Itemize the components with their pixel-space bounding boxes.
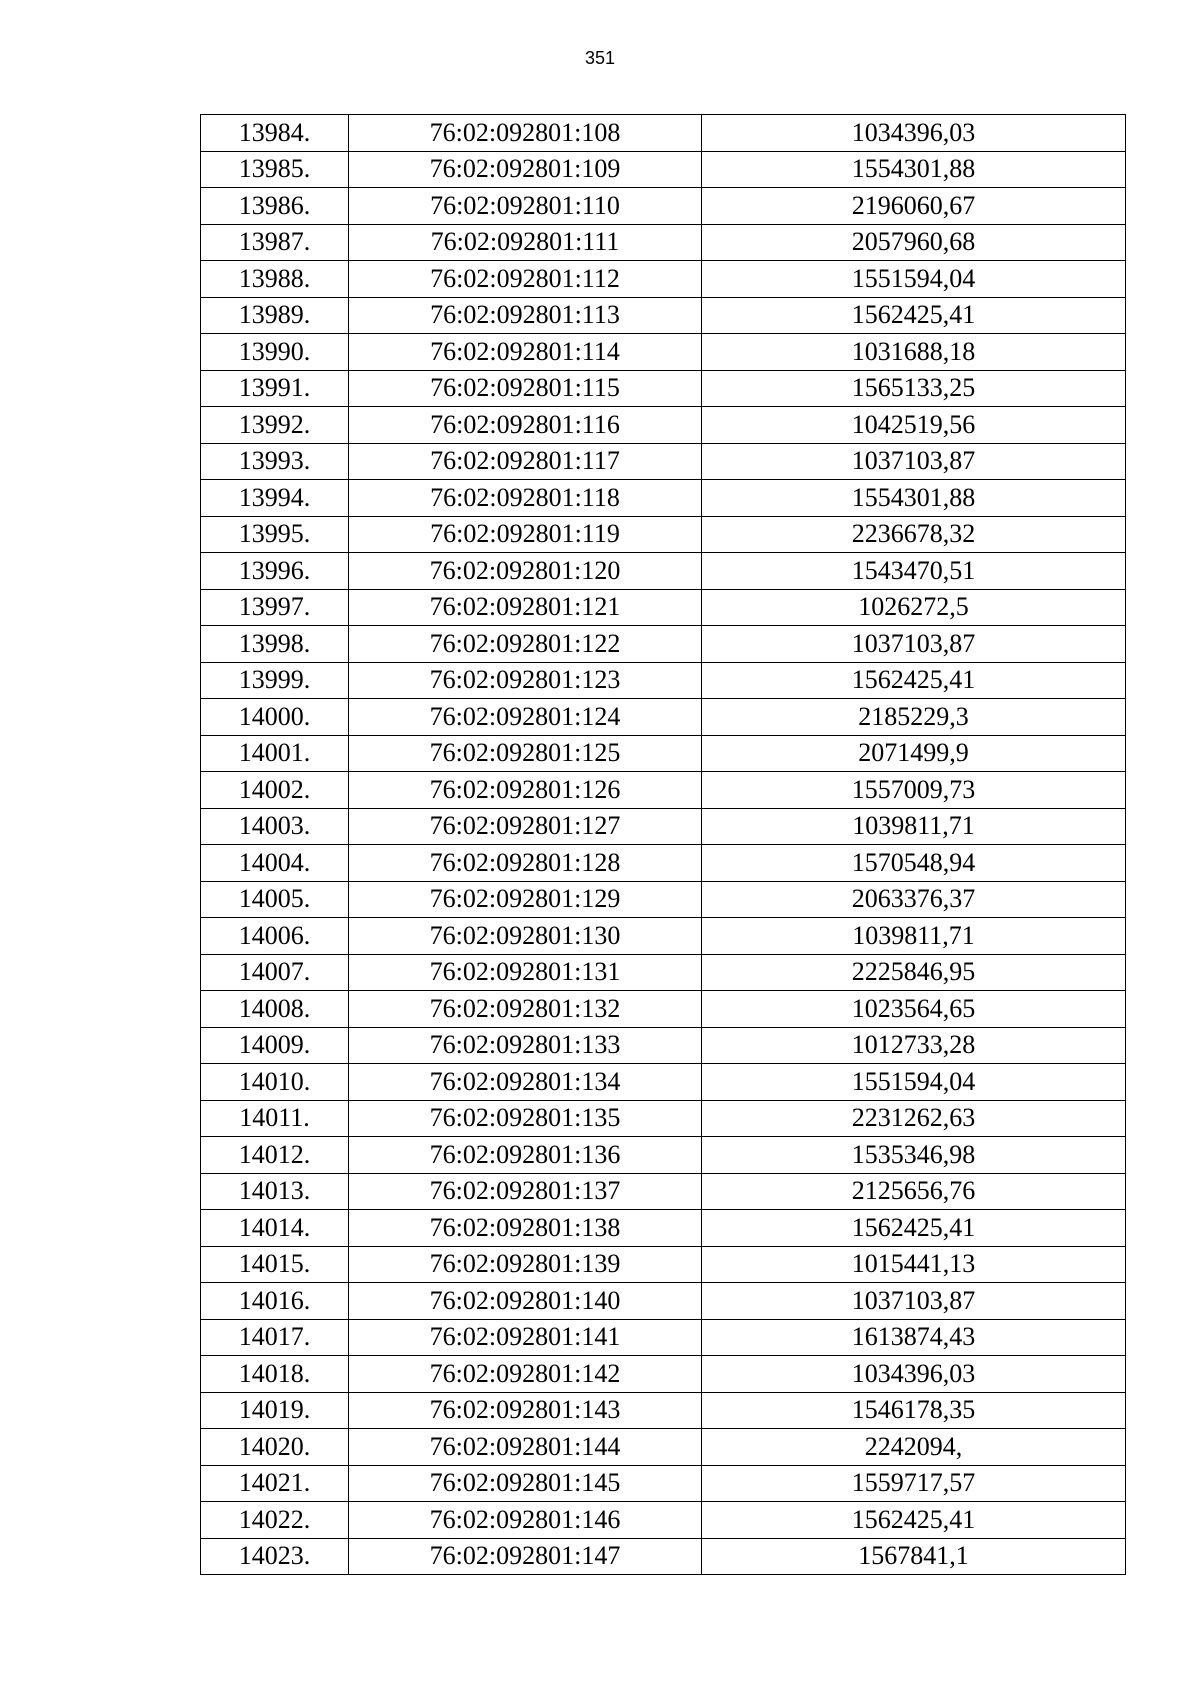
cadastral-number-cell: 76:02:092801:116 xyxy=(349,407,702,444)
cadastral-number-cell: 76:02:092801:115 xyxy=(349,370,702,407)
row-number-cell: 13997. xyxy=(201,589,349,626)
cadastral-number-cell: 76:02:092801:144 xyxy=(349,1429,702,1466)
cadastral-value-cell: 1042519,56 xyxy=(702,407,1126,444)
cadastral-value-cell: 1613874,43 xyxy=(702,1319,1126,1356)
table-body xyxy=(201,115,1126,1575)
table-row xyxy=(201,1392,1126,1429)
page-number: 351 xyxy=(584,48,616,68)
row-number-cell: 14011. xyxy=(201,1100,349,1137)
table-row xyxy=(201,151,1126,188)
row-number-cell: 13995. xyxy=(201,516,349,553)
cadastral-value-cell: 2125656,76 xyxy=(702,1173,1126,1210)
table-row xyxy=(201,297,1126,334)
row-number-cell: 13994. xyxy=(201,480,349,517)
cadastral-number-cell: 76:02:092801:143 xyxy=(349,1392,702,1429)
row-number-cell: 13999. xyxy=(201,662,349,699)
cadastral-number-cell: 76:02:092801:119 xyxy=(349,516,702,553)
row-number-cell: 14005. xyxy=(201,881,349,918)
table-row xyxy=(201,1356,1126,1393)
cadastral-number-cell: 76:02:092801:118 xyxy=(349,480,702,517)
cadastral-value-cell: 1026272,5 xyxy=(702,589,1126,626)
row-number-cell: 14007. xyxy=(201,954,349,991)
cadastral-number-cell: 76:02:092801:129 xyxy=(349,881,702,918)
cadastral-value-cell: 1570548,94 xyxy=(702,845,1126,882)
cadastral-value-cell: 1034396,03 xyxy=(702,115,1126,152)
row-number-cell: 13993. xyxy=(201,443,349,480)
row-number-cell: 14013. xyxy=(201,1173,349,1210)
table-row xyxy=(201,1283,1126,1320)
row-number-cell: 13996. xyxy=(201,553,349,590)
cadastral-value-cell: 2236678,32 xyxy=(702,516,1126,553)
row-number-cell: 14000. xyxy=(201,699,349,736)
row-number-cell: 14009. xyxy=(201,1027,349,1064)
row-number-cell: 13989. xyxy=(201,297,349,334)
cadastral-number-cell: 76:02:092801:123 xyxy=(349,662,702,699)
cadastral-value-cell: 1559717,57 xyxy=(702,1465,1126,1502)
table-row xyxy=(201,662,1126,699)
table-row xyxy=(201,954,1126,991)
cadastral-number-cell: 76:02:092801:132 xyxy=(349,991,702,1028)
row-number-cell: 14023. xyxy=(201,1538,349,1575)
table-row xyxy=(201,1064,1126,1101)
table-row xyxy=(201,443,1126,480)
row-number-cell: 14016. xyxy=(201,1283,349,1320)
cadastral-value-cell: 1551594,04 xyxy=(702,1064,1126,1101)
cadastral-value-cell: 1554301,88 xyxy=(702,480,1126,517)
row-number-cell: 13988. xyxy=(201,261,349,298)
cadastral-value-cell: 1565133,25 xyxy=(702,370,1126,407)
cadastral-number-cell: 76:02:092801:134 xyxy=(349,1064,702,1101)
row-number-cell: 14021. xyxy=(201,1465,349,1502)
table-row xyxy=(201,772,1126,809)
cadastral-number-cell: 76:02:092801:120 xyxy=(349,553,702,590)
cadastral-value-cell: 1037103,87 xyxy=(702,443,1126,480)
cadastral-number-cell: 76:02:092801:113 xyxy=(349,297,702,334)
row-number-cell: 13991. xyxy=(201,370,349,407)
row-number-cell: 14008. xyxy=(201,991,349,1028)
table-row xyxy=(201,1465,1126,1502)
table-row xyxy=(201,261,1126,298)
table-row xyxy=(201,1319,1126,1356)
table-row xyxy=(201,1137,1126,1174)
table-row xyxy=(201,589,1126,626)
row-number-cell: 13992. xyxy=(201,407,349,444)
cadastral-value-cell: 1031688,18 xyxy=(702,334,1126,371)
row-number-cell: 13998. xyxy=(201,626,349,663)
row-number-cell: 13987. xyxy=(201,224,349,261)
cadastral-value-cell: 1037103,87 xyxy=(702,626,1126,663)
row-number-cell: 14010. xyxy=(201,1064,349,1101)
cadastral-number-cell: 76:02:092801:114 xyxy=(349,334,702,371)
cadastral-number-cell: 76:02:092801:141 xyxy=(349,1319,702,1356)
table-row xyxy=(201,1538,1126,1575)
cadastral-number-cell: 76:02:092801:111 xyxy=(349,224,702,261)
cadastral-number-cell: 76:02:092801:108 xyxy=(349,115,702,152)
cadastral-value-cell: 1554301,88 xyxy=(702,151,1126,188)
cadastral-value-cell: 1012733,28 xyxy=(702,1027,1126,1064)
cadastral-value-cell: 2231262,63 xyxy=(702,1100,1126,1137)
row-number-cell: 14017. xyxy=(201,1319,349,1356)
table-row xyxy=(201,334,1126,371)
cadastral-value-cell: 2185229,3 xyxy=(702,699,1126,736)
table-row xyxy=(201,1246,1126,1283)
row-number-cell: 14018. xyxy=(201,1356,349,1393)
cadastral-value-cell: 1034396,03 xyxy=(702,1356,1126,1393)
row-number-cell: 14014. xyxy=(201,1210,349,1247)
cadastral-number-cell: 76:02:092801:126 xyxy=(349,772,702,809)
table-row xyxy=(201,553,1126,590)
cadastral-number-cell: 76:02:092801:125 xyxy=(349,735,702,772)
cadastral-number-cell: 76:02:092801:145 xyxy=(349,1465,702,1502)
row-number-cell: 13984. xyxy=(201,115,349,152)
table-row xyxy=(201,188,1126,225)
row-number-cell: 14012. xyxy=(201,1137,349,1174)
row-number-cell: 14006. xyxy=(201,918,349,955)
cadastral-number-cell: 76:02:092801:139 xyxy=(349,1246,702,1283)
table-row xyxy=(201,407,1126,444)
cadastral-number-cell: 76:02:092801:117 xyxy=(349,443,702,480)
cadastral-value-cell: 1037103,87 xyxy=(702,1283,1126,1320)
table-row xyxy=(201,370,1126,407)
cadastral-value-cell: 1015441,13 xyxy=(702,1246,1126,1283)
row-number-cell: 14001. xyxy=(201,735,349,772)
table-row xyxy=(201,845,1126,882)
cadastral-number-cell: 76:02:092801:135 xyxy=(349,1100,702,1137)
table-row xyxy=(201,1173,1126,1210)
cadastral-value-cell: 2063376,37 xyxy=(702,881,1126,918)
cadastral-number-cell: 76:02:092801:138 xyxy=(349,1210,702,1247)
cadastral-value-cell: 2225846,95 xyxy=(702,954,1126,991)
row-number-cell: 14022. xyxy=(201,1502,349,1539)
row-number-cell: 14019. xyxy=(201,1392,349,1429)
cadastral-value-cell: 1557009,73 xyxy=(702,772,1126,809)
cadastral-number-cell: 76:02:092801:122 xyxy=(349,626,702,663)
cadastral-value-cell: 1039811,71 xyxy=(702,808,1126,845)
row-number-cell: 13986. xyxy=(201,188,349,225)
cadastral-value-cell: 1567841,1 xyxy=(702,1538,1126,1575)
table-row xyxy=(201,735,1126,772)
table-row xyxy=(201,918,1126,955)
cadastral-number-cell: 76:02:092801:131 xyxy=(349,954,702,991)
table-row xyxy=(201,1502,1126,1539)
cadastral-number-cell: 76:02:092801:121 xyxy=(349,589,702,626)
row-number-cell: 13985. xyxy=(201,151,349,188)
cadastral-value-cell: 1562425,41 xyxy=(702,297,1126,334)
table-row xyxy=(201,699,1126,736)
cadastral-number-cell: 76:02:092801:137 xyxy=(349,1173,702,1210)
cadastral-number-cell: 76:02:092801:136 xyxy=(349,1137,702,1174)
cadastral-value-cell: 1562425,41 xyxy=(702,662,1126,699)
cadastral-number-cell: 76:02:092801:146 xyxy=(349,1502,702,1539)
cadastral-value-cell: 1551594,04 xyxy=(702,261,1126,298)
cadastral-number-cell: 76:02:092801:124 xyxy=(349,699,702,736)
cadastral-number-cell: 76:02:092801:142 xyxy=(349,1356,702,1393)
cadastral-number-cell: 76:02:092801:127 xyxy=(349,808,702,845)
table-row xyxy=(201,480,1126,517)
table-row xyxy=(201,224,1126,261)
table-row xyxy=(201,516,1126,553)
cadastral-value-cell: 2242094, xyxy=(702,1429,1126,1466)
cadastral-value-cell: 2071499,9 xyxy=(702,735,1126,772)
row-number-cell: 14004. xyxy=(201,845,349,882)
cadastral-value-cell: 1562425,41 xyxy=(702,1502,1126,1539)
cadastral-value-table xyxy=(200,114,1126,1575)
cadastral-number-cell: 76:02:092801:110 xyxy=(349,188,702,225)
table-row xyxy=(201,1100,1126,1137)
cadastral-value-cell: 1535346,98 xyxy=(702,1137,1126,1174)
table-row xyxy=(201,881,1126,918)
cadastral-value-cell: 1023564,65 xyxy=(702,991,1126,1028)
row-number-cell: 14020. xyxy=(201,1429,349,1466)
cadastral-number-cell: 76:02:092801:140 xyxy=(349,1283,702,1320)
table-row xyxy=(201,1429,1126,1466)
cadastral-value-cell: 1546178,35 xyxy=(702,1392,1126,1429)
row-number-cell: 14015. xyxy=(201,1246,349,1283)
cadastral-value-cell: 1039811,71 xyxy=(702,918,1126,955)
row-number-cell: 13990. xyxy=(201,334,349,371)
table-row xyxy=(201,1027,1126,1064)
table-row xyxy=(201,626,1126,663)
table-row xyxy=(201,991,1126,1028)
table-row xyxy=(201,808,1126,845)
cadastral-number-cell: 76:02:092801:128 xyxy=(349,845,702,882)
row-number-cell: 14003. xyxy=(201,808,349,845)
cadastral-value-cell: 1562425,41 xyxy=(702,1210,1126,1247)
cadastral-value-cell: 2196060,67 xyxy=(702,188,1126,225)
cadastral-value-cell: 1543470,51 xyxy=(702,553,1126,590)
row-number-cell: 14002. xyxy=(201,772,349,809)
cadastral-number-cell: 76:02:092801:147 xyxy=(349,1538,702,1575)
table-row xyxy=(201,115,1126,152)
cadastral-number-cell: 76:02:092801:130 xyxy=(349,918,702,955)
cadastral-number-cell: 76:02:092801:109 xyxy=(349,151,702,188)
cadastral-number-cell: 76:02:092801:112 xyxy=(349,261,702,298)
cadastral-number-cell: 76:02:092801:133 xyxy=(349,1027,702,1064)
cadastral-value-cell: 2057960,68 xyxy=(702,224,1126,261)
table-row xyxy=(201,1210,1126,1247)
